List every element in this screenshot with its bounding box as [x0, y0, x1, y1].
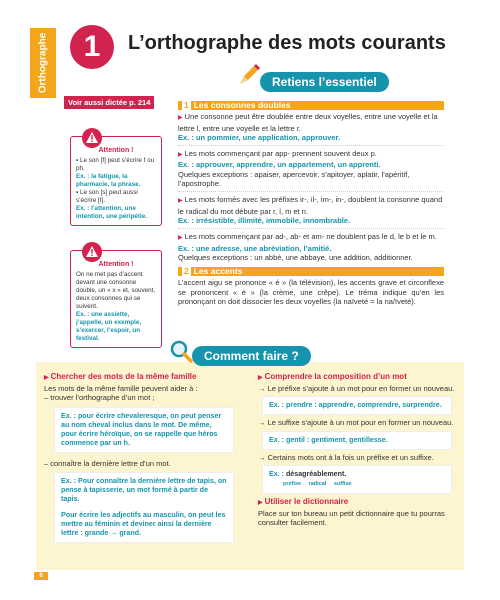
divider: [178, 145, 444, 146]
block-text: → Certains mots ont à la fois un préfixe et un suffixe.: [258, 452, 434, 462]
example-box: Ex. : prendre : apprendre, comprendre, surprendre.: [262, 396, 452, 415]
rule-paragraph: ▶ Les mots commençant par ad-, ab- et am- ne doublent pas le d, le b et le m. Ex. : une adresse, une abréviation, l’amitié. Quelques exceptions : un abbé, une abbaye, une addition, additionner.: [178, 232, 437, 262]
rule-paragraph: ▶ Les mots commençant par app- prennent souvent deux p. Ex. : approuver, apprendre, un appartement, un apprenti. Quelques exceptions : apaiser, apercevoir, s’apitoyer, aplatir, l’apéritif, l’apostrophe.: [178, 149, 410, 189]
block-heading: Utiliser le dictionnaire: [264, 497, 349, 506]
page-title: L’orthographe des mots courants: [128, 32, 446, 54]
chapter-number: 1: [70, 25, 114, 69]
attention-text: On ne met pas d’accent devant une consonne double, un « x » et, souvent, deux consonnes qui se suivent.: [76, 271, 156, 310]
example-box: Ex. : pour écrire chevaleresque, on peut penser au nom cheval inclus dans le mot. De même, pour écrire héroïque, on se rappelle que héros commence par un h.: [54, 407, 234, 453]
attention-box-1: Attention ! ▪ Le son [f] peut s’écrire f ou ph. Ex. : la fatigue, la pharmacie, la phrase. ▪ Le son [s] peut aussi s’écrire [t]. Ex. : l’attention, une intention, une péripétie.: [70, 136, 162, 226]
rules-column: [178, 99, 444, 308]
attention-title: Attention !: [98, 147, 134, 154]
comment-faire-header: Comment faire ?: [192, 346, 311, 366]
section-tab-label: Orthographe: [37, 32, 49, 94]
block-text: Place sur ton bureau un petit dictionnaire que tu pourras consulter facilement.: [258, 508, 445, 527]
attention-example: l’attention, une intention, une péripétie.: [76, 205, 148, 220]
section-tab: [30, 28, 56, 98]
block-heading: Comprendre la composition d’un mot: [264, 372, 407, 381]
page-number: 8: [34, 572, 48, 580]
attention-example: une assiette, j’appelle, un exemple, s’exercer, l’espoir, un festival.: [76, 311, 142, 342]
ex-label: Ex. :: [76, 311, 90, 318]
rule-paragraph: ▶ Les mots formés avec les préfixes ir-, il-, im-, in-, doublent la consonne quand le radical du mot débute par r, l, m et n. Ex. : irrésistible, illimité, immobile, innombrable.: [178, 195, 443, 225]
divider: [178, 228, 444, 229]
section-header-accents: 2 Les accents: [178, 267, 444, 276]
rule-paragraph: ▶ Une consonne peut être doublée entre deux voyelles, entre une voyelle et la lettre l, entre une voyelle et la lettre r. Ex. : un pommier, une application, approuver.: [178, 112, 438, 142]
example-box: Ex. : désagréablement. préfixe radical suffixe: [262, 465, 452, 494]
block-text: – trouver l’orthographe d’un mot ;: [44, 393, 155, 402]
warning-icon: [82, 242, 102, 262]
pencil-icon: [236, 62, 262, 88]
divider: [178, 191, 444, 192]
block-text: – connaître la dernière lettre d’un mot.: [44, 458, 171, 468]
block-text: → Le préfixe s’ajoute à un mot pour en former un nouveau.: [258, 383, 455, 393]
ex-label: Ex. :: [76, 173, 90, 180]
block-text: Les mots de la même famille peuvent aider à :: [44, 383, 198, 393]
retiens-essentiel-header: Retiens l’essentiel: [260, 72, 389, 92]
example-box: Ex. : gentil : gentiment, gentillesse.: [262, 431, 452, 450]
magnifier-icon: [168, 338, 194, 364]
see-also-link[interactable]: Voir aussi dictée p. 214: [64, 96, 154, 109]
rule-paragraph: L’accent aigu se prononce « é » (la télévision), les accents grave et circonflexe se prononcent « è » (la crème, une crêpe). Le tréma indique qu’en les prononçant on doit dissocier les deux voyelles (la naïveté = la na/ïveté).: [178, 278, 444, 307]
attention-text: Le son [s] peut aussi s’écrire [t].: [76, 189, 138, 204]
attention-title: Attention !: [98, 261, 134, 268]
example-box: Ex. : Pour connaître la dernière lettre de tapis, on pense à tapisserie, un mot formé à partir de tapis. Pour écrire les adjectifs au masculin, on peut les mettre au féminin et deviner ainsi la dernière lettre : grande → grand.: [54, 472, 234, 543]
warning-icon: [82, 128, 102, 148]
block-heading: Chercher des mots de la même famille: [50, 372, 197, 381]
ex-label: Ex. :: [76, 205, 90, 212]
section-header-consonnes: 1 Les consonnes doubles: [178, 101, 444, 110]
family-words-block: ▶ Chercher des mots de la même famille Les mots de la même famille peuvent aider à : – trouver l’orthographe d’un mot ; Ex. : pour écrire chevaleresque, on peut penser au nom cheval inclus dans le mot. De même, pour écrire héroïque, on se rappelle que héros commence par un h. – connaître la dernière lettre d’un mot. Ex. : Pour connaître la dernière lettre de tapis, on pense à tapisserie, un mot formé à partir de tapis. Pour écrire les adjectifs au masculin, on peut les mettre au féminin et deviner ainsi la dernière lettre : grande → grand.: [44, 372, 244, 543]
composition-block: ▶ Comprendre la composition d’un mot → Le préfixe s’ajoute à un mot pour en former un nouveau. Ex. : prendre : apprendre, comprendre, surprendre. → Le suffixe s’ajoute à un mot pour en former un nouveau. Ex. : gentil : gentiment, gentillesse. → Certains mots ont à la fois un préfixe et un suffixe. Ex. : désagréablement. préfixe radical suffixe ▶ Utiliser le dictionnaire Place sur ton bureau un petit dictionnaire que tu pourras consulter facilement.: [258, 372, 455, 527]
attention-box-2: [70, 250, 162, 348]
block-text: → Le suffixe s’ajoute à un mot pour en former un nouveau.: [258, 418, 454, 427]
attention-text: Le son [f] peut s’écrire f ou ph.: [76, 157, 155, 172]
attention-example: la fatigue, la pharmacie, la phrase.: [76, 173, 141, 188]
